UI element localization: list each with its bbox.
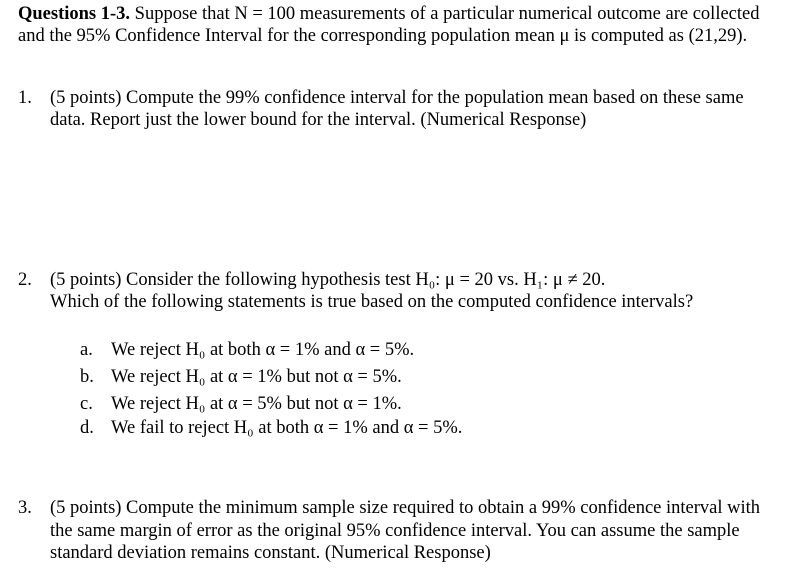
intro-text-1: Suppose that N = 100 measurements of a particular numerical outcome are collected bbox=[130, 4, 760, 24]
intro-heading: Questions 1-3. bbox=[18, 4, 131, 24]
option-c-text: We reject H₀ at α = 5% but not α = 1%. bbox=[111, 394, 402, 414]
option-c-letter: c. bbox=[80, 394, 93, 414]
question-1-line-1: (5 points) Compute the 99% confidence interval for the population mean based on these same bbox=[50, 88, 744, 108]
question-2-number: 2. bbox=[18, 270, 32, 290]
question-3-line-1: (5 points) Compute the minimum sample size required to obtain a 99% confidence interval with bbox=[50, 498, 761, 518]
question-2-line-2: Which of the following statements is true based on the computed confidence intervals? bbox=[50, 292, 694, 312]
option-d-text: We fail to reject H₀ at both α = 1% and α = 5%. bbox=[111, 418, 463, 438]
question-3-line-3: standard deviation remains constant. (Numerical Response) bbox=[50, 543, 491, 563]
question-2-line-1: (5 points) Consider the following hypothesis test H₀: μ = 20 vs. H₁: μ ≠ 20. bbox=[50, 270, 606, 290]
question-1-number: 1. bbox=[18, 88, 32, 108]
intro-line-2: and the 95% Confidence Interval for the corresponding population mean μ is computed as (21,29). bbox=[18, 26, 748, 46]
question-1-line-2: data. Report just the lower bound for the interval. (Numerical Response) bbox=[50, 110, 587, 130]
option-d-letter: d. bbox=[80, 418, 94, 438]
option-b-letter: b. bbox=[80, 367, 94, 387]
option-b-text: We reject H₀ at α = 1% but not α = 5%. bbox=[111, 367, 402, 387]
option-a-text: We reject H₀ at both α = 1% and α = 5%. bbox=[111, 340, 415, 360]
option-a-letter: a. bbox=[80, 340, 93, 360]
question-3-number: 3. bbox=[18, 498, 32, 518]
intro-line-1 bbox=[18, 3, 760, 25]
question-3-line-2: the same margin of error as the original 95% confidence interval. You can assume the sample bbox=[50, 521, 740, 541]
